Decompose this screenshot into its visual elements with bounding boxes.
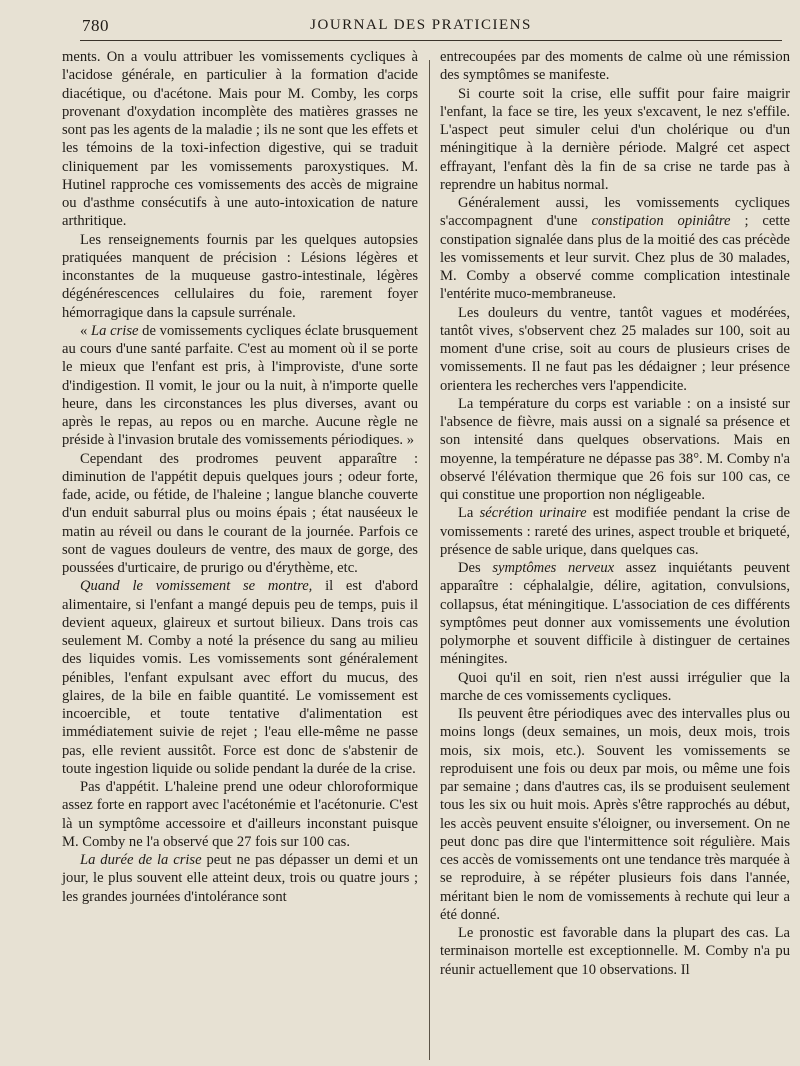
paragraph-text: entrecoupées par des moments de calme où une rémission des symptômes se manifeste. [440, 49, 790, 84]
paragraph-text: Pas d'appétit. L'haleine prend une odeur chloroformique assez forte en rapport avec l'acétonémie et l'acétonurie. C'est là un symptôme accessoire et d'ailleurs inconstant puisque M. Comby ne l'a observé que 27 fois sur 100 cas. [62, 779, 418, 850]
paragraph-text: Les douleurs du ventre, tantôt vagues et modérées, tantôt vives, s'observent chez 25 malades sur 100, soit au moment d'une crise, soit au cours de plusieurs crises de vomissements. Il ne faut pas les dédaigner ; leur présence orientera les recherches vers l'appendicite. [440, 304, 790, 394]
page-number: 780 [82, 16, 109, 35]
paragraph-text: Le pronostic est favorable dans la plupart des cas. La terminaison mortelle est exceptionnelle. M. Comby n'a pu réunir actuellement que 10 observations. Il [440, 925, 790, 978]
italic-phrase: La crise [91, 322, 139, 339]
paragraph-text: ments. On a voulu attribuer les vomissements cycliques à l'acidose générale, en particulier à la formation d'acide diacétique, ou d'acétone. Mais pour M. Comby, les corps provenant d'oxydation incomplète des matières grasses ne sont pas les agents de la maladie ; ils ne sont que les effets et les témoins de la toxi-infection digestive, qui se traduit cliniquement par les vomissements paroxystiques. M. Hutinel rapproche ces vomissements des accès de migraine ou d'asthme consécutifs à une auto-intoxication de nature arthritique. [62, 49, 418, 230]
paragraph [62, 778, 418, 851]
paragraph-text: Ils peuvent être périodiques avec des intervalles plus ou moins longs (deux semaines, un mois, deux mois, trois mois, six mois, etc.). Souvent les vomissements se reproduisent une fois ou deux par mois, ou même une fois par semaine ; dans d'autres cas, ils se produisent seulement tous les six ou huit mois. Après s'être rapprochés au début, les accès peuvent ensuite s'éloigner, ou inversement. On ne peut donc pas dire que l'intermittence soit régulière. Mais ces accès de vomissements ont une tendance très marquée à se reproduire, à se répéter plusieurs fois dans l'année, méritant bien le nom de vomissements à rechute qui leur a été donné. [440, 706, 790, 923]
paragraph [440, 395, 790, 505]
right-column [440, 48, 790, 979]
paragraph-text: Si courte soit la crise, elle suffit pour faire maigrir l'enfant, la face se tire, les yeux s'excavent, le nez s'effile. L'aspect peut simuler celui d'un cholérique ou d'un méningitique à la dernière période. Malgré cet aspect effrayant, l'enfant dès la fin de sa crise ne tarde pas à reprendre un habitus normal. [440, 85, 790, 193]
italic-phrase: symptômes nerveux [492, 560, 615, 576]
paragraph [440, 85, 790, 195]
paragraph-text: La [458, 505, 480, 522]
paragraph [440, 48, 790, 85]
paragraph-text: « [80, 322, 91, 339]
paragraph [62, 322, 418, 450]
italic-phrase: constipation opiniâtre [591, 213, 731, 230]
paragraph [440, 669, 790, 706]
paragraph-text: La température du corps est variable : on a insisté sur l'absence de fièvre, mais aussi on a signalé sa présence et son intensité dans quelques observations. Mais en moyenne, la température ne dépasse pas 38°. M. Comby n'a observé l'élévation thermique que 26 fois sur 100 cas, ce qui constitue une proportion non négligeable. [440, 395, 790, 503]
paragraph-text: Généralement aussi, les vomissements cycliques s'accompagnent d'une [440, 195, 790, 230]
paragraph-text: assez inquiétants peuvent apparaître : céphalalgie, délire, agitation, convulsions, collapsus, état méningitique. L'association de ces différents symptômes peut donner aux vomissements une évolution polymorphe et souvent difficile à distinguer de certaines méningites. [440, 560, 790, 668]
paragraph [62, 231, 418, 322]
paragraph [62, 48, 418, 231]
page-header [60, 14, 782, 42]
left-column [62, 48, 418, 906]
paragraph-text: Les renseignements fournis par les quelques autopsies pratiquées manquent de précision : Lésions légères et inconstantes de la muqueuse gastro-intestinale, légères dégénérescences cellulaires du foie, rarement foyer hémorragique dans la capsule surrénale. [62, 231, 418, 321]
header-rule [80, 40, 782, 41]
italic-phrase: sécrétion urinaire [479, 505, 587, 522]
paragraph [440, 504, 790, 559]
journal-title: JOURNAL DES PRATICIENS [310, 17, 532, 33]
paragraph [62, 450, 418, 578]
paragraph-text: est modifiée pendant la crise de vomissements : rareté des urines, aspect trouble et briqueté, présence de sable urique, dans quelques cas. [440, 505, 790, 558]
paragraph-text: ; cette constipation signalée dans plus de la moitié des cas précède les vomissements et leur survit. Chez plus de 30 malades, M. Comby a observé comme complication intestinale l'entérite muco-membraneuse. [440, 213, 790, 303]
paragraph [440, 304, 790, 395]
paragraph-text: Des [458, 560, 493, 576]
paragraph [62, 577, 418, 778]
paragraph-text: Cependant des prodromes peuvent apparaître : diminution de l'appétit depuis quelques jours ; odeur forte, fade, acide, ou fétide, de l'haleine ; langue blanche couverte d'un enduit saburral plus ou moins épais ; état nauséeux le matin au réveil ou dans le courant de la journée. Parfois ce sont de vagues douleurs de ventre, des maux de gorge, des poussées d'urticaire, de prurigo ou d'érythème, etc. [62, 450, 418, 576]
paragraph [440, 924, 790, 979]
column-divider [429, 60, 430, 1060]
paragraph-text: de vomissements cycliques éclate brusquement au cours d'une santé parfaite. C'est au moment où il se porte le mieux que l'enfant est pris, à l'improviste, d'une sorte d'indigestion. Il vomit, le jour ou la nuit, à n'importe quelle heure, dans les circonstances les plus diverses, avant ou après le repas, au repos ou en marche. Aucune règle ne préside à l'invasion brutale des vomissements périodiques. » [62, 322, 418, 449]
italic-phrase: Quand le vomissement se montre, [80, 578, 313, 595]
paragraph [440, 194, 790, 304]
paragraph [440, 559, 790, 669]
paragraph [440, 705, 790, 924]
italic-phrase: La durée de la crise [80, 852, 202, 868]
paragraph-text: peut ne pas dépasser un demi et un jour, le plus souvent elle atteint deux, trois ou quatre jours ; les grandes journées d'intolérance sont [62, 852, 418, 905]
paragraph-text: Quoi qu'il en soit, rien n'est aussi irrégulier que la marche de ces vomissements cycliques. [440, 669, 790, 704]
paragraph [62, 851, 418, 906]
paragraph-text: il est d'abord alimentaire, si l'enfant a mangé depuis peu de temps, puis il devient aqueux, glaireux et surtout bilieux. Dans trois cas seulement M. Comby a noté la présence du sang au milieu des liquides vomis. Les vomissements sont généralement pénibles, l'enfant expulsant avec effort du mucus, des glaires, de la bile en faible quantité. Le vomissement est incoercible, et toute tentative d'alimentation est immédiatement suivie de rejet ; l'eau elle-même ne passe pas, elle revient aussitôt. Force est donc de s'abstenir de toute ingestion liquide ou solide pendant la durée de la crise. [62, 578, 418, 777]
